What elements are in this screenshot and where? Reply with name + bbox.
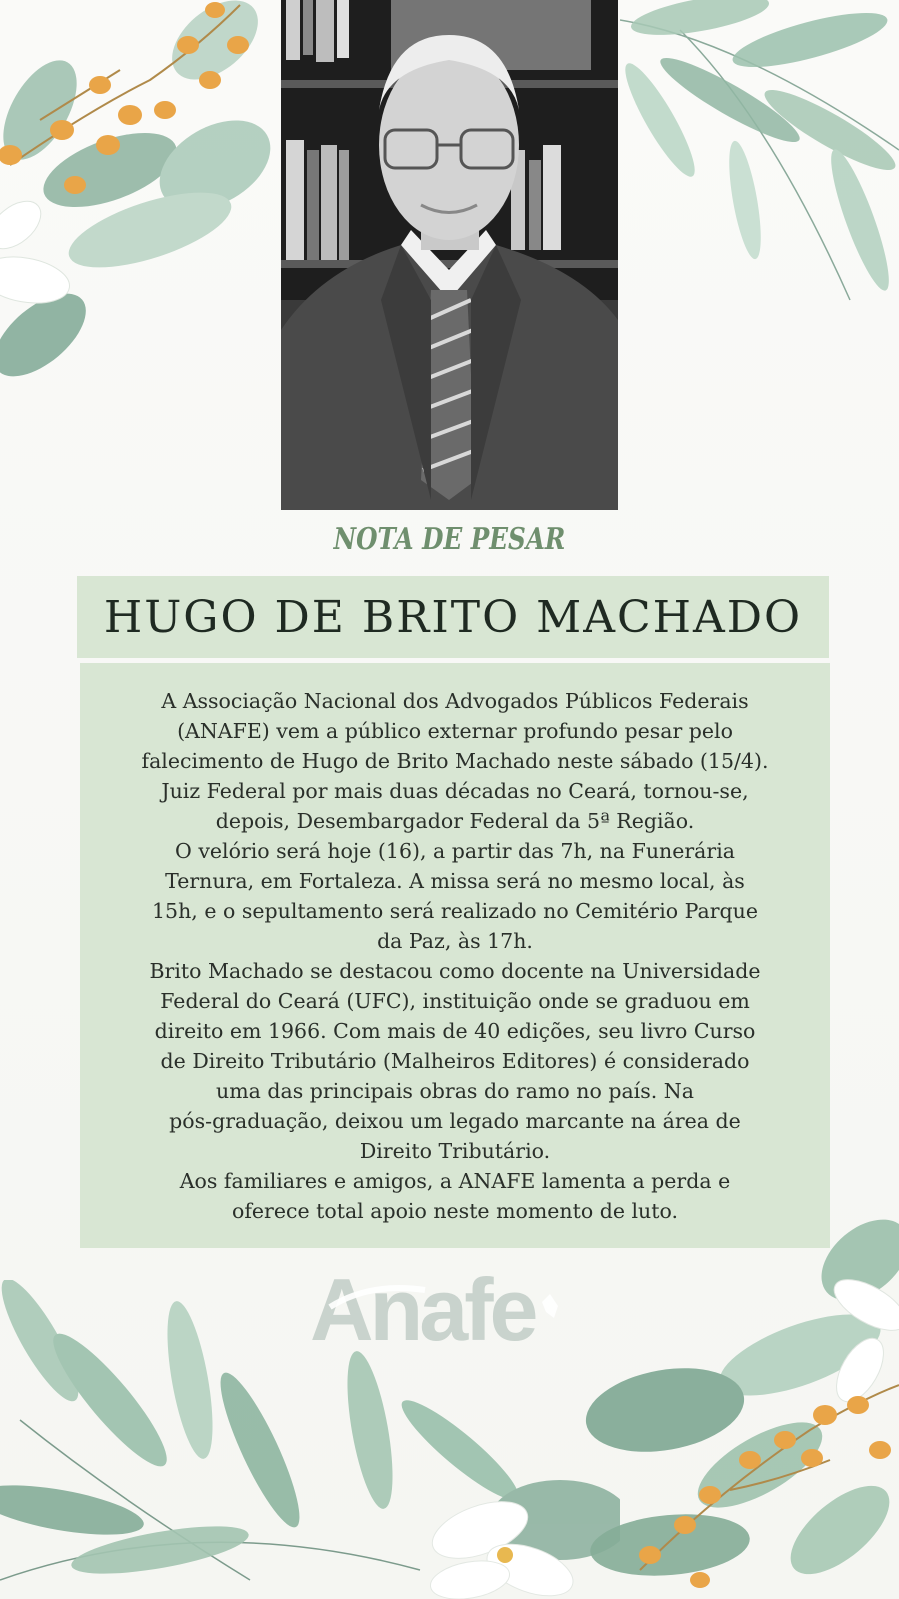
text-line: uma das principais obras do ramo no país. Na bbox=[216, 1078, 694, 1103]
foliage-top-left-decoration bbox=[0, 0, 290, 410]
text-line: de Direito Tributário (Malheiros Editores) é considerado bbox=[160, 1048, 750, 1073]
foliage-bottom-left-decoration bbox=[0, 1280, 620, 1599]
text-line: 15h, e o sepultamento será realizado no Cemitério Parque bbox=[152, 898, 758, 923]
portrait-photo bbox=[281, 0, 618, 510]
text-line: oferece total apoio neste momento de luto. bbox=[232, 1198, 678, 1223]
text-line: falecimento de Hugo de Brito Machado neste sábado (15/4). bbox=[141, 748, 769, 773]
text-line: Direito Tributário. bbox=[359, 1138, 551, 1163]
text-line: da Paz, às 17h. bbox=[377, 928, 533, 953]
text-line: Federal do Ceará (UFC), instituição onde se graduou em bbox=[160, 988, 750, 1013]
text-line: pós-graduação, deixou um legado marcante na área de bbox=[169, 1108, 741, 1133]
foliage-top-right-decoration bbox=[620, 0, 899, 320]
text-line: direito em 1966. Com mais de 40 edições, seu livro Curso bbox=[154, 1018, 756, 1043]
subtitle-nota-de-pesar: NOTA DE PESAR bbox=[333, 522, 566, 557]
foliage-bottom-right-decoration bbox=[580, 1200, 899, 1599]
text-line: (ANAFE) vem a público externar profundo pesar pelo bbox=[177, 718, 733, 743]
text-line: O velório será hoje (16), a partir das 7h, na Funerária bbox=[175, 838, 735, 863]
text-line: Juiz Federal por mais duas décadas no Ceará, tornou-se, bbox=[161, 778, 749, 803]
name-banner bbox=[77, 576, 829, 658]
announcement-text-box bbox=[80, 663, 830, 1248]
text-line: Brito Machado se destacou como docente na Universidade bbox=[149, 958, 761, 983]
text-line: Ternura, em Fortaleza. A missa será no mesmo local, às bbox=[165, 868, 745, 893]
person-name: HUGO DE BRITO MACHADO bbox=[103, 591, 803, 643]
anafe-logo-text: Anafe bbox=[310, 1262, 535, 1359]
text-line: A Associação Nacional dos Advogados Públicos Federais bbox=[161, 688, 749, 713]
text-line: Aos familiares e amigos, a ANAFE lamenta a perda e bbox=[179, 1168, 731, 1193]
text-line: depois, Desembargador Federal da 5ª Região. bbox=[215, 808, 695, 833]
